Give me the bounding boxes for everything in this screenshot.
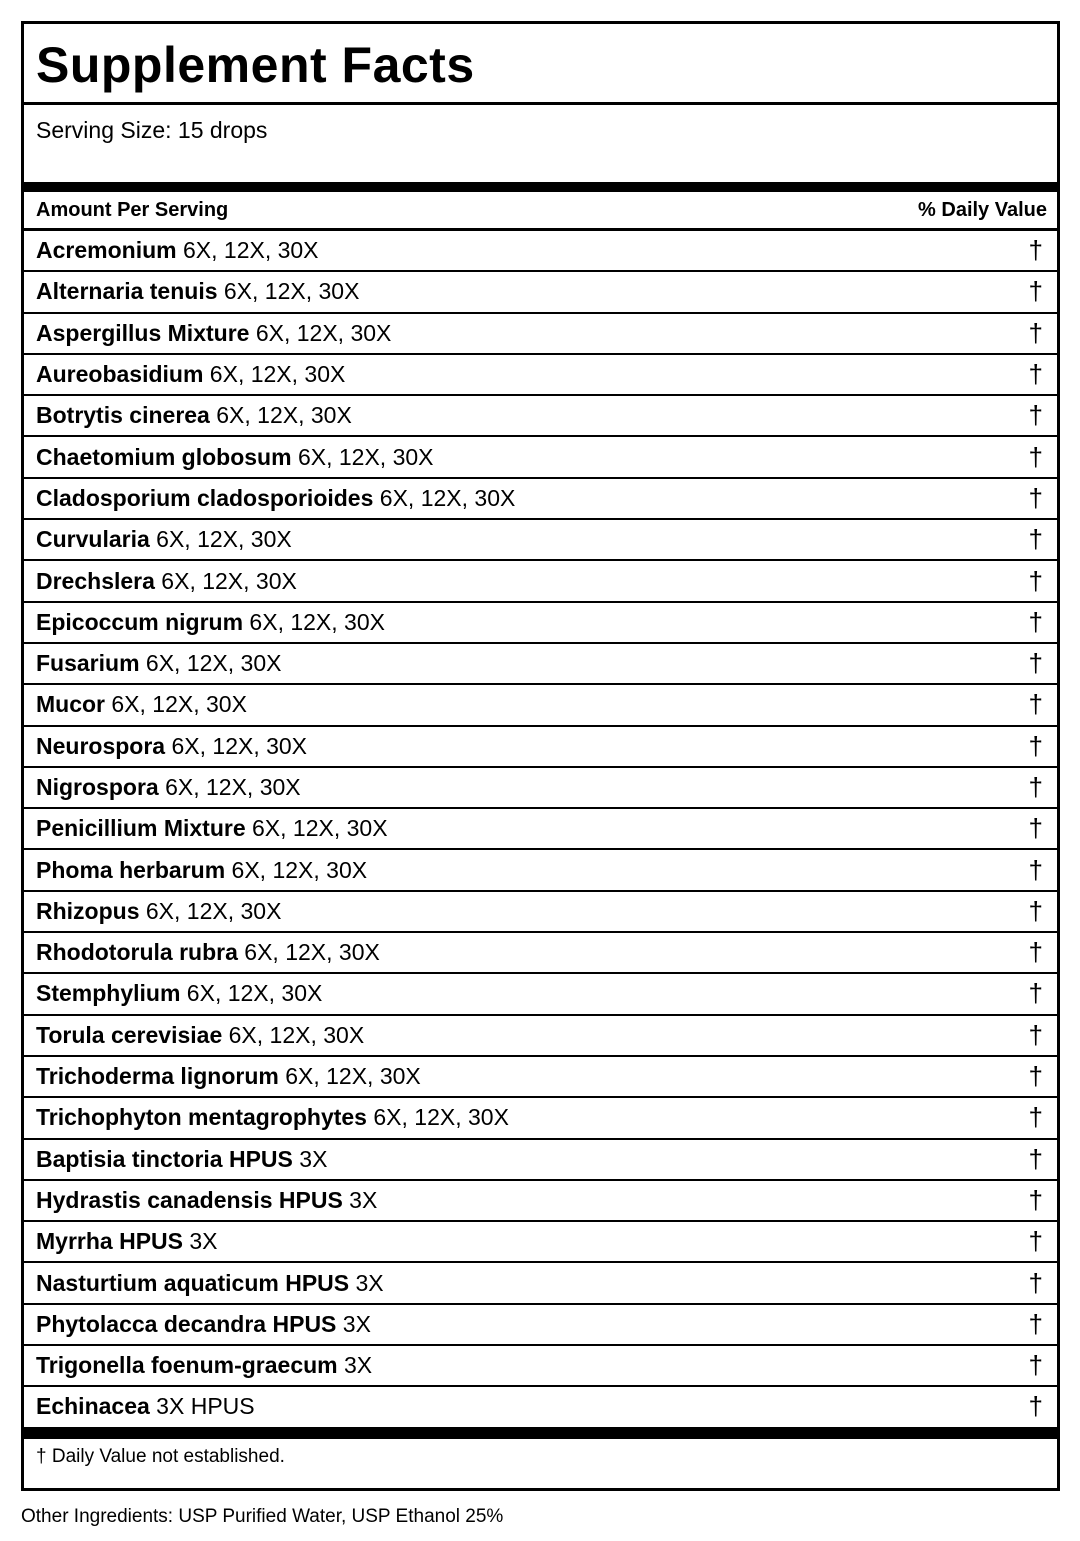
daily-value-header: % Daily Value xyxy=(918,198,1047,221)
thick-divider xyxy=(24,1429,1057,1439)
daily-value-dagger: † xyxy=(1028,1267,1043,1298)
ingredient-label xyxy=(36,526,292,553)
ingredient-potency: 3X xyxy=(349,1269,384,1296)
daily-value-dagger: † xyxy=(1028,235,1043,266)
daily-value-dagger: † xyxy=(1028,1308,1043,1339)
serving-size-box xyxy=(24,105,1057,192)
ingredient-name: Nigrospora xyxy=(36,774,159,800)
ingredient-label xyxy=(36,361,345,388)
ingredient-row xyxy=(24,1346,1057,1387)
ingredient-potency: 3X xyxy=(342,1186,378,1213)
ingredient-name: Botrytis cinerea xyxy=(36,402,210,429)
ingredient-potency: 6X, 12X, 30X xyxy=(149,526,292,553)
ingredient-name: Echinacea xyxy=(36,1393,150,1420)
ingredient-potency: 6X, 12X, 30X xyxy=(291,443,434,470)
daily-value-dagger: † xyxy=(1028,524,1043,555)
ingredient-list xyxy=(24,231,1057,1429)
ingredient-label xyxy=(36,939,380,966)
ingredient-label xyxy=(36,278,359,305)
ingredient-label xyxy=(36,568,297,595)
ingredient-name: Rhizopus xyxy=(36,897,140,924)
ingredient-row xyxy=(24,603,1057,644)
ingredient-name: Aspergillus Mixture xyxy=(36,319,250,346)
daily-value-dagger: † xyxy=(1028,854,1043,885)
ingredient-potency: 6X, 12X, 30X xyxy=(245,815,388,842)
ingredient-row xyxy=(24,437,1057,478)
ingredient-name: Nasturtium aquaticum HPUS xyxy=(36,1269,350,1296)
ingredient-row xyxy=(24,314,1057,355)
ingredient-row xyxy=(24,479,1057,520)
ingredient-name: Baptisia tinctoria HPUS xyxy=(36,1145,293,1172)
ingredient-name: Cladosporium cladosporioides xyxy=(36,484,374,511)
ingredient-name: Drechslera xyxy=(36,567,155,594)
ingredient-label xyxy=(36,1270,384,1297)
daily-value-dagger: † xyxy=(1028,606,1043,637)
ingredient-row xyxy=(24,768,1057,809)
ingredient-name: Curvularia xyxy=(36,526,150,553)
ingredient-potency: 3X HPUS xyxy=(149,1393,255,1420)
ingredient-row xyxy=(24,933,1057,974)
ingredient-name: Trichophyton mentagrophytes xyxy=(36,1104,367,1131)
ingredient-row xyxy=(24,1222,1057,1263)
ingredient-row xyxy=(24,1387,1057,1428)
ingredient-row xyxy=(24,850,1057,891)
ingredient-row xyxy=(24,644,1057,685)
ingredient-label xyxy=(36,485,515,512)
ingredient-potency: 6X, 12X, 30X xyxy=(366,1104,509,1131)
ingredient-row xyxy=(24,396,1057,437)
ingredient-name: Chaetomium globosum xyxy=(36,443,292,470)
ingredient-row xyxy=(24,520,1057,561)
ingredient-label xyxy=(36,650,281,677)
ingredient-potency: 6X, 12X, 30X xyxy=(373,484,516,511)
ingredient-potency: 6X, 12X, 30X xyxy=(278,1063,421,1090)
title-box xyxy=(24,24,1057,105)
ingredient-label xyxy=(36,609,385,636)
other-ingredients: Other Ingredients: USP Purified Water, USP Ethanol 25% xyxy=(21,1506,504,1527)
daily-value-dagger: † xyxy=(1028,1391,1043,1422)
ingredient-row xyxy=(24,231,1057,272)
ingredient-name: Hydrastis canadensis HPUS xyxy=(36,1186,343,1213)
ingredient-label xyxy=(36,733,307,760)
ingredient-name: Trichoderma lignorum xyxy=(36,1063,279,1090)
ingredient-row xyxy=(24,1305,1057,1346)
ingredient-name: Myrrha HPUS xyxy=(36,1228,183,1255)
ingredient-name: Mucor xyxy=(36,691,105,718)
ingredient-label xyxy=(36,1104,509,1131)
ingredient-label xyxy=(36,1022,364,1049)
ingredient-label xyxy=(36,980,322,1007)
ingredient-name: Phytolacca decandra HPUS xyxy=(36,1310,337,1337)
ingredient-name: Epicoccum nigrum xyxy=(36,608,244,635)
ingredient-label xyxy=(36,691,247,718)
daily-value-dagger: † xyxy=(1028,895,1043,926)
daily-value-dagger: † xyxy=(1028,359,1043,390)
daily-value-dagger: † xyxy=(1028,1184,1043,1215)
ingredient-row xyxy=(24,272,1057,313)
ingredient-potency: 6X, 12X, 30X xyxy=(225,856,368,883)
ingredient-row xyxy=(24,1181,1057,1222)
ingredient-row xyxy=(24,1016,1057,1057)
footnote-box xyxy=(24,1439,1057,1476)
ingredient-potency: 6X, 12X, 30X xyxy=(217,278,360,305)
ingredient-label xyxy=(36,1228,218,1255)
daily-value-dagger: † xyxy=(1028,978,1043,1009)
supplement-facts-panel xyxy=(21,21,1060,1491)
daily-value-dagger: † xyxy=(1028,689,1043,720)
ingredient-name: Penicillium Mixture xyxy=(36,815,246,842)
ingredient-potency: 6X, 12X, 30X xyxy=(139,897,282,924)
ingredient-label xyxy=(36,444,434,471)
ingredient-label xyxy=(36,774,301,801)
daily-value-dagger: † xyxy=(1028,648,1043,679)
ingredient-label xyxy=(36,320,391,347)
ingredient-row xyxy=(24,809,1057,850)
ingredient-potency: 6X, 12X, 30X xyxy=(203,361,346,388)
daily-value-dagger: † xyxy=(1028,813,1043,844)
ingredient-potency: 3X xyxy=(337,1352,373,1379)
footnote: † Daily Value not established. xyxy=(36,1446,285,1468)
ingredient-row xyxy=(24,1057,1057,1098)
daily-value-dagger: † xyxy=(1028,482,1043,513)
ingredient-potency: 6X, 12X, 30X xyxy=(237,939,380,966)
ingredient-name: Alternaria tenuis xyxy=(36,278,218,305)
daily-value-dagger: † xyxy=(1028,937,1043,968)
daily-value-dagger: † xyxy=(1028,400,1043,431)
ingredient-label xyxy=(36,1063,421,1090)
ingredient-name: Acremonium xyxy=(36,237,177,264)
ingredient-row xyxy=(24,892,1057,933)
ingredient-potency: 6X, 12X, 30X xyxy=(105,691,247,718)
daily-value-dagger: † xyxy=(1028,1019,1043,1050)
ingredient-name: Phoma herbarum xyxy=(36,856,226,883)
ingredient-label xyxy=(36,898,281,925)
ingredient-potency: 6X, 12X, 30X xyxy=(158,774,301,800)
daily-value-dagger: † xyxy=(1028,1226,1043,1257)
ingredient-row xyxy=(24,1263,1057,1304)
ingredient-name: Trigonella foenum-graecum xyxy=(36,1352,338,1379)
ingredient-name: Fusarium xyxy=(36,650,140,677)
ingredient-name: Torula cerevisiae xyxy=(36,1021,223,1048)
ingredient-label xyxy=(36,1146,327,1173)
ingredient-name: Stemphylium xyxy=(36,980,181,1007)
ingredient-row xyxy=(24,1140,1057,1181)
ingredient-potency: 6X, 12X, 30X xyxy=(139,650,282,677)
ingredient-label xyxy=(36,237,319,264)
ingredient-label xyxy=(36,1393,255,1420)
panel-title: Supplement Facts xyxy=(36,37,475,93)
amount-per-serving-header: Amount Per Serving xyxy=(36,198,229,221)
daily-value-dagger: † xyxy=(1028,1102,1043,1133)
ingredient-label xyxy=(36,402,352,429)
daily-value-dagger: † xyxy=(1028,317,1043,348)
serving-size: Serving Size: 15 drops xyxy=(36,117,268,143)
ingredient-label xyxy=(36,1187,377,1214)
ingredient-potency: 3X xyxy=(336,1310,371,1337)
ingredient-potency: 6X, 12X, 30X xyxy=(243,608,385,635)
daily-value-dagger: † xyxy=(1028,441,1043,472)
daily-value-dagger: † xyxy=(1028,1061,1043,1092)
ingredient-potency: 6X, 12X, 30X xyxy=(180,980,323,1007)
daily-value-dagger: † xyxy=(1028,730,1043,761)
ingredient-potency: 6X, 12X, 30X xyxy=(165,732,308,759)
table-header xyxy=(24,192,1057,231)
ingredient-row xyxy=(24,974,1057,1015)
daily-value-dagger: † xyxy=(1028,1350,1043,1381)
ingredient-name: Rhodotorula rubra xyxy=(36,939,238,966)
ingredient-potency: 6X, 12X, 30X xyxy=(249,319,392,346)
ingredient-potency: 6X, 12X, 30X xyxy=(176,237,319,264)
ingredient-row xyxy=(24,727,1057,768)
daily-value-dagger: † xyxy=(1028,276,1043,307)
ingredient-potency: 3X xyxy=(292,1145,328,1172)
ingredient-label xyxy=(36,1311,371,1338)
ingredient-row xyxy=(24,685,1057,726)
daily-value-dagger: † xyxy=(1028,565,1043,596)
ingredient-potency: 6X, 12X, 30X xyxy=(154,567,297,594)
daily-value-dagger: † xyxy=(1028,772,1043,802)
ingredient-label xyxy=(36,857,367,884)
ingredient-potency: 6X, 12X, 30X xyxy=(222,1021,365,1048)
ingredient-row xyxy=(24,561,1057,602)
daily-value-dagger: † xyxy=(1028,1143,1043,1174)
ingredient-row xyxy=(24,1098,1057,1139)
ingredient-potency: 6X, 12X, 30X xyxy=(209,402,352,429)
ingredient-label xyxy=(36,815,388,842)
ingredient-row xyxy=(24,355,1057,396)
ingredient-potency: 3X xyxy=(182,1228,218,1255)
ingredient-name: Neurospora xyxy=(36,732,166,759)
ingredient-name: Aureobasidium xyxy=(36,361,204,388)
ingredient-label xyxy=(36,1352,372,1379)
